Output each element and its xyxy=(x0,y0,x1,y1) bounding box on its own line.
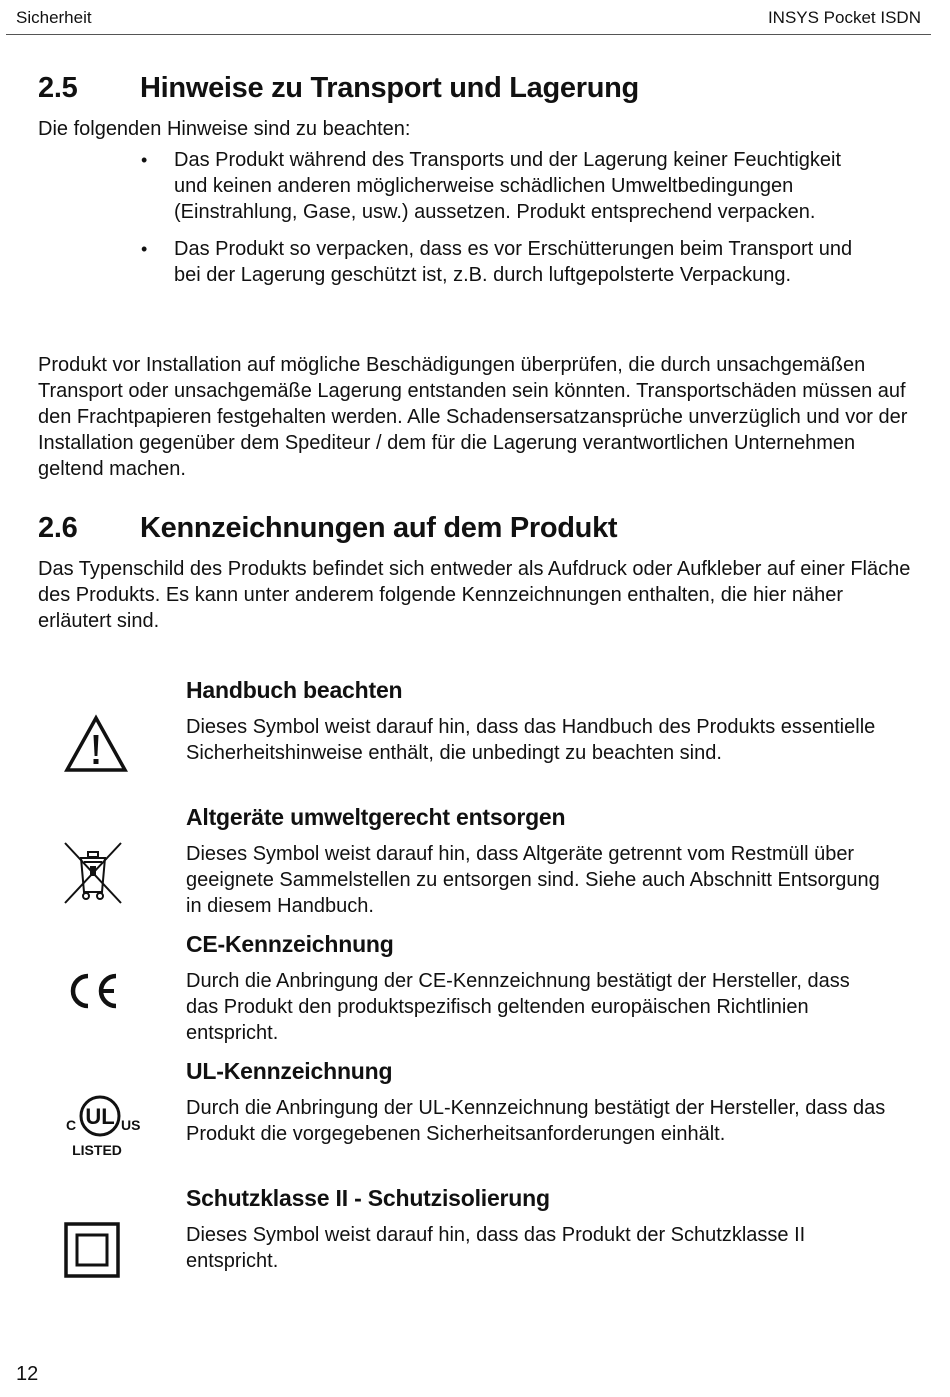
section-paragraph: Produkt vor Installation auf mögliche Beschädigungen überprüfen, die durch unsachgemäßen Transport oder unsachgemäße Lagerung entstanden sein könnten. Transportschäden müssen auf den Frachtpapieren festgehalten werden. Alle Schadensersatzansprüche unverzüglich und vor der Installation gegenüber dem Spediteur / dem für die Lagerung verantwortlichen Unternehmen geltend machen. xyxy=(38,354,908,480)
marking-text: Durch die Anbringung der UL-Kennzeichnung bestätigt der Hersteller, dass das Produkt die vorgegebenen Sicherheitsanforderungen einhält. xyxy=(186,1097,886,1145)
svg-text:UL: UL xyxy=(85,1104,115,1129)
marking-text: Dieses Symbol weist darauf hin, dass das Handbuch des Produkts essentielle Sicherheitshinweise enthält, die unbedingt zu beachten sind. xyxy=(186,716,876,764)
marking-title: CE-Kennzeichnung xyxy=(186,931,394,957)
list-item: • Das Produkt so verpacken, dass es vor Erschütterungen beim Transport und bei der Lagerung geschützt ist, z.B. durch luftgepolsterte Verpackung. xyxy=(138,236,878,288)
marking-text: Dieses Symbol weist darauf hin, dass Altgeräte getrennt vom Restmüll über geeignete Sammelstellen zu entsorgen sind. Siehe auch Abschnitt Entsorgung in diesem Handbuch. xyxy=(186,843,880,917)
svg-text:US: US xyxy=(121,1117,141,1133)
section-title: Hinweise zu Transport und Lagerung xyxy=(140,72,639,104)
ul-listed-mark-icon xyxy=(60,1094,142,1160)
section-title: Kennzeichnungen auf dem Produkt xyxy=(140,512,618,544)
section-intro: Die folgenden Hinweise sind zu beachten: xyxy=(38,118,411,140)
section-heading-2-6 xyxy=(38,511,617,545)
warning-triangle-icon xyxy=(64,714,128,774)
protection-class-ii-icon xyxy=(64,1222,120,1278)
marking-title: Altgeräte umweltgerecht entsorgen xyxy=(186,804,566,830)
marking-title: Schutzklasse II - Schutzisolierung xyxy=(186,1185,550,1211)
marking-title: UL-Kennzeichnung xyxy=(186,1058,393,1084)
page-number: 12 xyxy=(16,1363,39,1385)
list-item: • Das Produkt während des Transports und der Lagerung keiner Feuchtigkeit und keinen anderen möglicherweise schädlichen Umweltbedingungen (Einstrahlung, Gase, usw.) aussetzen. Produkt entsprechend verpacken. xyxy=(138,147,878,225)
header-product-name: INSYS Pocket ISDN xyxy=(767,8,921,27)
section-heading-2-5 xyxy=(38,71,639,105)
section-number: 2.5 xyxy=(38,72,78,104)
header-divider xyxy=(6,34,931,35)
section-number: 2.6 xyxy=(38,512,78,544)
crossed-out-wheelie-bin-icon xyxy=(62,840,124,906)
svg-text:C: C xyxy=(66,1117,77,1133)
svg-text:LISTED: LISTED xyxy=(72,1142,122,1158)
section-paragraph: Das Typenschild des Produkts befindet sich entweder als Aufdruck oder Aufkleber auf einer Fläche des Produkts. Es kann unter anderem folgende Kennzeichnungen enthalten, die hier näher erläutert sind. xyxy=(38,558,911,632)
bullet-list xyxy=(138,147,878,299)
marking-text: Durch die Anbringung der CE-Kennzeichnung bestätigt der Hersteller, dass das Produkt den produktspezifisch geltenden europäischen Richtlinien entspricht. xyxy=(186,970,850,1044)
marking-text: Dieses Symbol weist darauf hin, dass das Produkt der Schutzklasse II entspricht. xyxy=(186,1224,806,1272)
header-section-title: Sicherheit xyxy=(16,8,92,27)
marking-title: Handbuch beachten xyxy=(186,677,403,703)
ce-mark-icon xyxy=(64,970,122,1012)
